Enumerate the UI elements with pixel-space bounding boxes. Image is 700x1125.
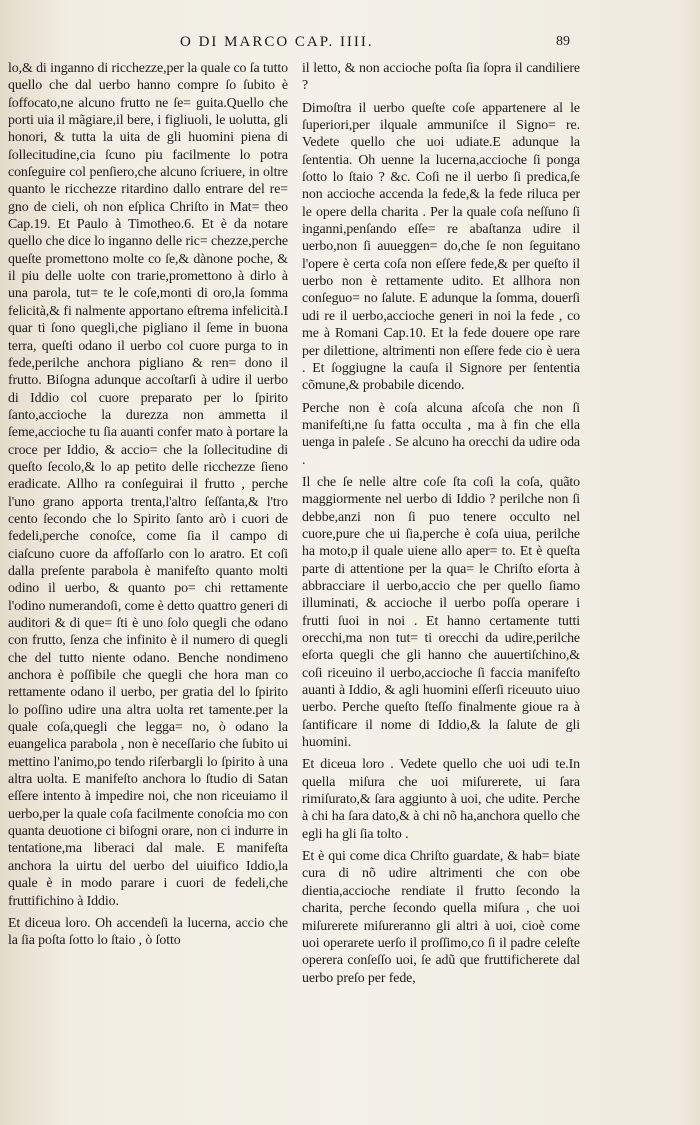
right-column: [302, 60, 580, 987]
paragraph: lo,& di inganno di ricchezze,per la quale co ſa tutto quello che dal uerbo hanno compre ſo ſubito è ſoffocato,ne alcuno frutto ne ſe= guita.Quello che porti uia il mãgiare,il bere, i figliuoli, le uolutta, gli honori, & tutta la uita de gli huomini piena di ſollecitudine,cia ſcuno piu facilmente lo potra conſeguire col penſiero,che alcuno ſcriuere, in oltre quanto le ricchezze ritardino dallo entrare del re= gno de cieli, oh non eſplica Chriſto in Mat= theo Cap.19. Et Paulo à Timotheo.6. Et è da notare quello che dice lo inganno delle ric= chezze,perche queſte promettono molte co ſe,& dànone poche, & il piu delle uolte con trarie,promettono à dirlo à una parola, tut= te le coſe,monti di oro,la ſomma felicità,& fi nalmente apportano eſtrema infelicità.I quar ti ſono quegli,che pigliano il ſeme in buona terra, queſti odano il uerbo col cuore purga to in fede,perilche anchora pigliano & ren= dono il frutto. Biſogna adunque accoſtarſi à udire il uerbo di Iddio col cuore preparato per lo ſpirito ſanto,accioche la durezza non ammetta il ſeme,accioche tu ſia auanti confer mato à portare la croce per Iddio, & accio= che la ſollecitudine di queſto ſecolo,& lo ap petito delle ricchezze ſieno eradicate. Allho ra conſeguirai il frutto , perche l'uno grano apporta trenta,l'altro ſeſſanta,& l'tro cento ſecondo che lo Spirito ſanto arò i cuori de fedeli,perche conoſce, come ſia il campo di ciaſcuno cuore da affoſſarlo con lo aratro. Et coſi dalla preſente parabola è manifeſto quanto molti odino il uerbo, & quanto po= chi rettamente l'odino numerandoſi, come è detto quattro generi di auditori & di que= ſti è uno ſolo quegli che odano con frutto, ſenza che infinito è il numero di quegli che del tutto niente odano. Benche nondimeno anchora è poſſibile che quegli che hora man co rettamente odano il uerbo, per gratia del lo ſpirito lo poſſino udire una altra uolta ret tamente.per la quale coſa,quegli che legga= no, ò odano la euangelica parabola , non è neceſſario che ſubito ui mettino l'animo,po tendo riſerbargli lo ſpirito à una altra uolta. E manifeſto anchora lo ſtudio di Satan eſſere intento à impedire noi, che non riceuiamo il uerbo,per la quale coſa facilmente conoſcia mo con quanta deuotione ci biſogni orare, non ci indurre in tentatione,ma liberaci dal male. E manifeſta anchora la uirtu del uerbo del uiuifico Iddio,la quale è in modo parare i cuori de fedeli,che fruttifichino à Iddio.: [8, 61, 288, 909]
paragraph: il letto, & non accioche poſta ſia ſopra il candiliere ?: [302, 61, 580, 94]
paragraph: Il che ſe nelle altre coſe ſta coſi la coſa, quãto maggiormente nel uerbo di Iddio ? perilche non ſi debbe,anzi non ſi puo tenere occulto nel cuore,pure che ui ſia,perche è coſa uiua, perilche ha moto,p il quale uiene allo aper= to. Et è queſta parte di attentione per la qua= le Chriſto eſorta à abbracciare il uerbo,accio che per quello ſiamo illuminati, & accioche il uerbo poſſa operare i frutti ſuoi in noi . Et hanno certamente tutti orecchi,ma non tut= ti orecchi da udire,perilche eſorta quegli che gli hanno che auuertiſchino,& coſi riceuino il uerbo,accioche ſi faccia manifeſto auanti à Iddio, & agli huomini eſſerſi riceuuto uiuo uerbo. Perche queſto ſteſſo finalmente gioue ra à ſantificare il nome di Iddio,& la ſalute de gli huomini.: [302, 474, 580, 751]
page-number: 89: [556, 34, 570, 49]
paragraph: Et diceua loro . Vedete quello che uoi udi te.In quella miſura che uoi miſurerete, ui ſara rimiſurato,& ſara aggiunto à uoi, che udite. Perche à chi ha ſara dato,& à chi nõ ha,anchora quello che egli ha gli ſia tolto .: [302, 757, 580, 842]
page-header: [180, 34, 570, 56]
paragraph: Dimoſtra il uerbo queſte coſe appartenere al le ſuperiori,per ilquale ammuniſce il Signo= re. Vedete quello che uoi udiate.E adunque la ſententia. Oh uenne la lucerna,accioche ſi ponga ſotto lo ſtaio ? &c. Coſi ne il uerbo ſi predica,ſe non accioche accenda la fede,& la fede riluca per le opere della charita . Per la quale coſa neſſuno ſi inganni,penſando eſſe= re abaſtanza udire il uerbo,non ſi auueggen= do,che ſe non ſeguitano l'opere è certa coſa non eſſere fede,& per queſto il uerbo non è rettamente udito. Et allhora non conſeguo= no ſalute. E adunque la ſomma, douerſi udi re il uerbo,accioche generi in noi la fede , co me à Romani Cap.10. Et la fede douere ope rare per dilettione, altrimenti non eſſere fede cio è uera . Et ſoggiugne la cauſa il Signore per ſententia cõmune,& probabile dicendo.: [302, 100, 580, 394]
paragraph: Et è qui come dica Chriſto guardate, & hab= biate cura di nõ udire altrimenti che con obe dientia,accioche rendiate il frutto ſecondo la charita, perche ſecondo quella miſura , che uoi miſurerete miſureranno gli altri à uoi, cioè come uoi operarete uerſo il proſſimo,co ſi il padre celeſte operera conſeſſo uoi, ſe adũ que fruttificherete dal uerbo preſo per fede,: [302, 849, 580, 986]
left-column: [8, 60, 288, 950]
running-title: O DI MARCO CAP. IIII.: [180, 34, 374, 50]
paragraph: Perche non è coſa alcuna aſcoſa che non ſi manifeſti,ne ſu fatta occulta , ma à fin che ella uenga in paleſe . Se alcuno ha orecchi da udire oda .: [302, 400, 580, 468]
paragraph: Et diceua loro. Oh accendeſi la lucerna, accio che la ſia poſta ſotto lo ſtaio , ò ſotto: [8, 915, 288, 949]
